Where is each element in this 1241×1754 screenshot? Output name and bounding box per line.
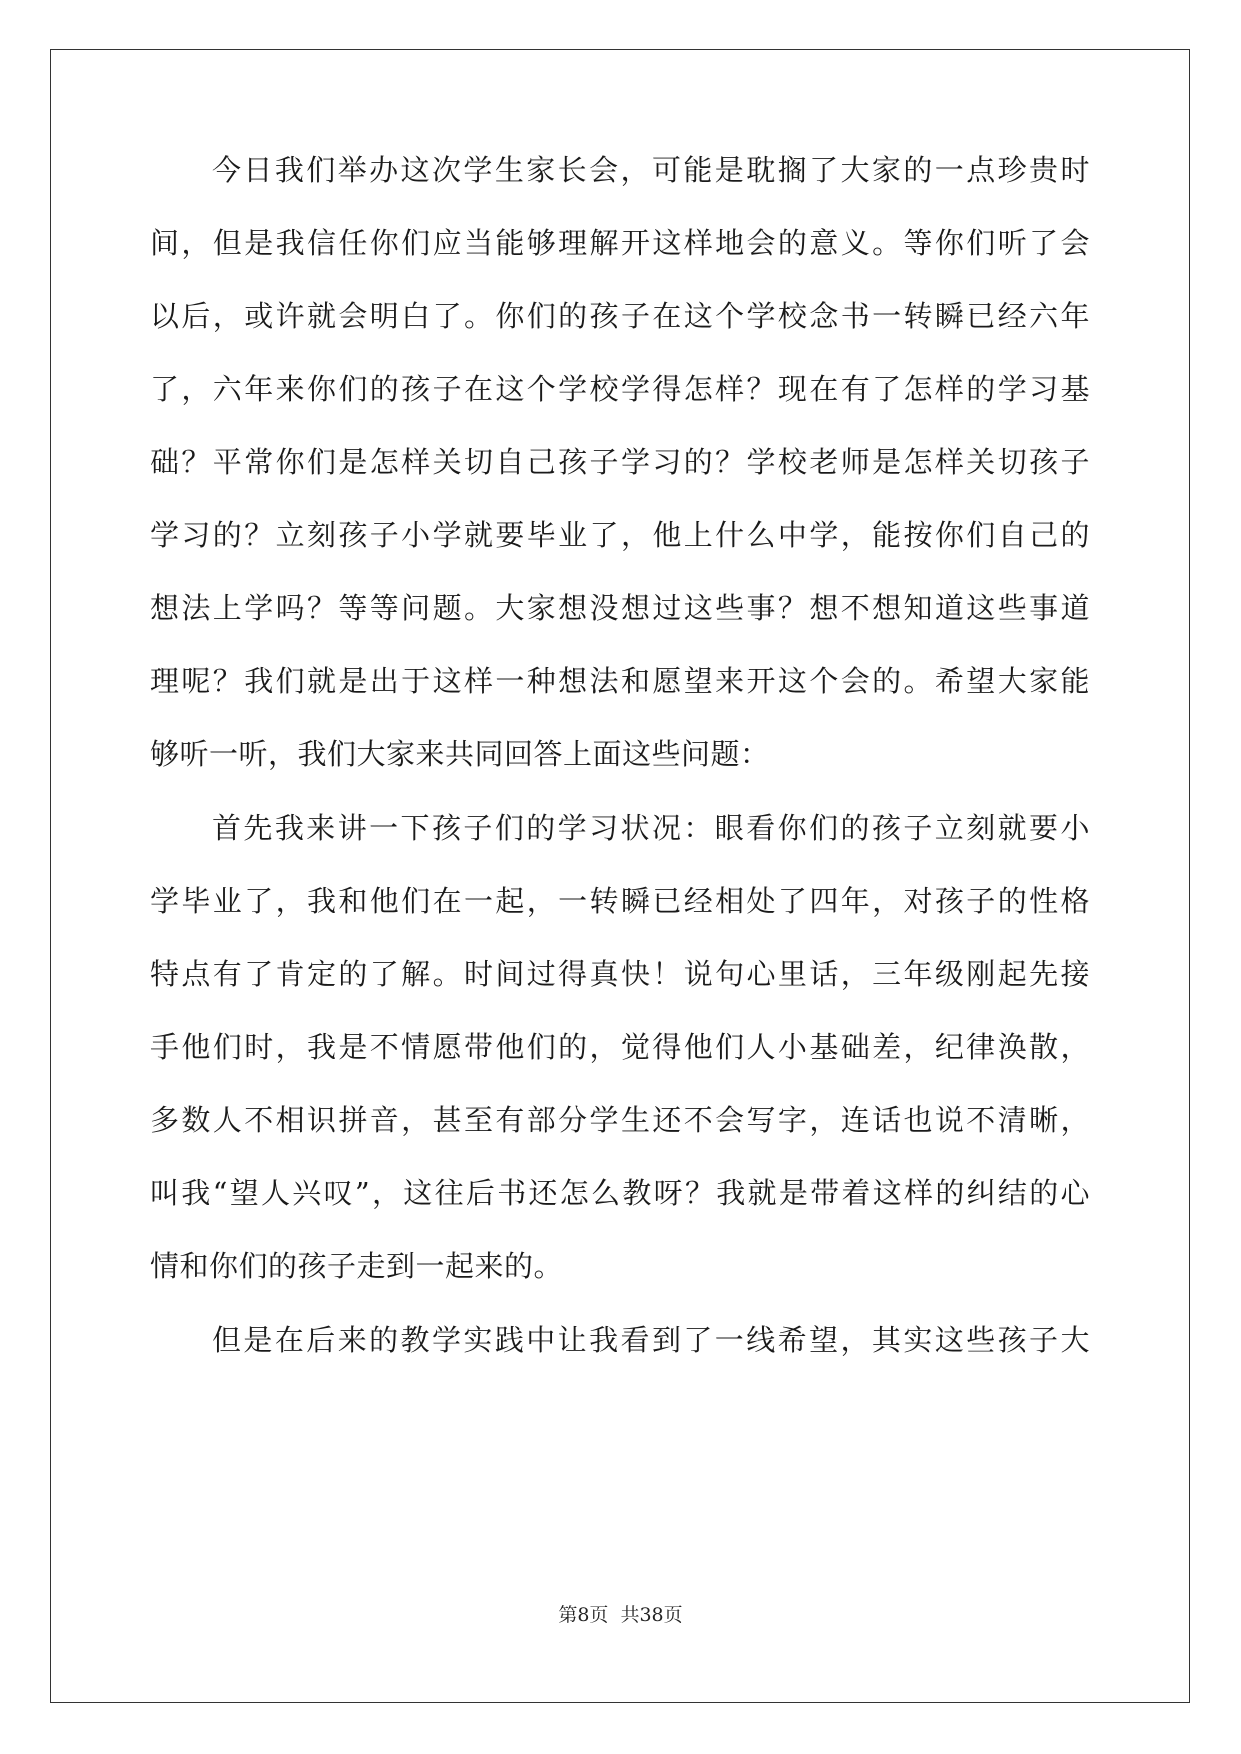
text-line: 间，但是我信任你们应当能够理解开这样地会的意义。等你们听了会 xyxy=(150,226,1090,260)
text-line: 情和你们的孩子走到一起来的。 xyxy=(150,1249,564,1283)
text-line: 够听一听，我们大家来共同回答上面这些问题： xyxy=(150,737,770,771)
text-line: 特点有了肯定的了解。时间过得真快！说句心里话，三年级刚起先接 xyxy=(150,957,1090,991)
text-line: 想法上学吗？等等问题。大家想没想过这些事？想不想知道这些事道 xyxy=(150,591,1090,625)
text-line: 理呢？我们就是出于这样一种想法和愿望来开这个会的。希望大家能 xyxy=(150,664,1090,698)
text-line: 以后，或许就会明白了。你们的孩子在这个学校念书一转瞬已经六年 xyxy=(150,299,1090,333)
text-line: 但是在后来的教学实践中让我看到了一线希望，其实这些孩子大 xyxy=(212,1323,1090,1357)
text-line: 手他们时，我是不情愿带他们的，觉得他们人小基础差，纪律涣散， xyxy=(150,1030,1090,1064)
total-pages: 共38页 xyxy=(620,1604,683,1626)
text-line: 多数人不相识拼音，甚至有部分学生还不会写字，连话也说不清晰， xyxy=(150,1103,1090,1137)
text-line: 今日我们举办这次学生家长会，可能是耽搁了大家的一点珍贵时 xyxy=(212,153,1090,187)
text-line: 首先我来讲一下孩子们的学习状况：眼看你们的孩子立刻就要小 xyxy=(212,811,1090,845)
text-line: 了，六年来你们的孩子在这个学校学得怎样？现在有了怎样的学习基 xyxy=(150,372,1090,406)
page-number: 第8页 xyxy=(558,1604,609,1626)
text-line: 叫我“望人兴叹”，这往后书还怎么教呀？我就是带着这样的纠结的心 xyxy=(150,1176,1090,1210)
page-footer xyxy=(0,1600,1241,1627)
text-line: 础？平常你们是怎样关切自己孩子学习的？学校老师是怎样关切孩子 xyxy=(150,445,1090,479)
text-line: 学习的？立刻孩子小学就要毕业了，他上什么中学，能按你们自己的 xyxy=(150,518,1090,552)
text-line: 学毕业了，我和他们在一起，一转瞬已经相处了四年，对孩子的性格 xyxy=(150,884,1090,918)
